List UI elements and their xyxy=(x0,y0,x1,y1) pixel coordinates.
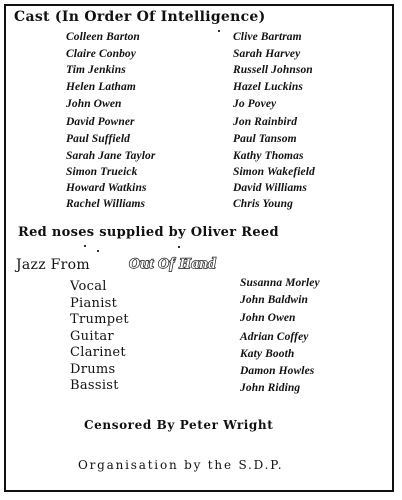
cast-heading: Cast (In Order Of Intelligence) xyxy=(14,9,266,25)
organisation-credit: Organisation by the S.D.P. xyxy=(78,458,284,472)
band-player: Susanna Morley xyxy=(240,277,320,289)
band-player: John Owen xyxy=(240,312,296,324)
cast-name-left: Tim Jenkins xyxy=(66,64,126,76)
cast-name-left: Sarah Jane Taylor xyxy=(66,150,156,162)
cast-name-right: Russell Johnson xyxy=(233,64,313,76)
censored-credit: Censored By Peter Wright xyxy=(84,418,274,432)
cast-name-right: Jo Povey xyxy=(233,98,277,110)
cast-name-right: Paul Tansom xyxy=(233,133,297,145)
cast-name-right: Sarah Harvey xyxy=(233,48,301,60)
cast-name-left: Colleen Barton xyxy=(66,31,140,43)
cast-name-left: David Powner xyxy=(66,116,135,128)
cast-name-right: Simon Wakefield xyxy=(233,166,315,178)
band-player: Adrian Coffey xyxy=(240,331,309,343)
jazz-label: Jazz From xyxy=(16,257,90,273)
cast-name-left: Rachel Williams xyxy=(66,198,146,210)
band-player: John Baldwin xyxy=(240,294,308,306)
band-role: Bassist xyxy=(70,378,119,393)
cast-name-right: Kathy Thomas xyxy=(233,150,304,162)
band-role: Trumpet xyxy=(70,312,129,327)
cast-name-right: Chris Young xyxy=(233,198,294,210)
cast-name-right: David Williams xyxy=(233,182,307,194)
cast-name-left: Howard Watkins xyxy=(66,182,147,194)
band-player: Katy Booth xyxy=(240,348,295,360)
band-role: Pianist xyxy=(70,296,118,311)
band-role: Drums xyxy=(70,362,116,377)
band-role: Vocal xyxy=(70,279,107,294)
band-player: Damon Howles xyxy=(240,365,315,377)
cast-name-left: Helen Latham xyxy=(66,81,136,93)
red-noses-credit: Red noses supplied by Oliver Reed xyxy=(18,225,279,240)
speck xyxy=(218,30,220,32)
speck xyxy=(97,250,99,252)
cast-name-left: John Owen xyxy=(66,98,122,110)
cast-name-left: Paul Suffield xyxy=(66,133,131,145)
cast-name-left: Simon Trueick xyxy=(66,166,138,178)
band-player: John Riding xyxy=(240,382,301,394)
cast-name-right: Hazel Luckins xyxy=(233,81,303,93)
cast-name-right: Jon Rainbird xyxy=(233,116,298,128)
band-role: Clarinet xyxy=(70,345,126,360)
cast-name-right: Clive Bartram xyxy=(233,31,302,43)
speck xyxy=(178,246,180,248)
cast-name-left: Claire Conboy xyxy=(66,48,136,60)
speck xyxy=(84,245,86,247)
band-name: Out Of Hand xyxy=(129,256,217,272)
band-role: Guitar xyxy=(70,329,114,344)
